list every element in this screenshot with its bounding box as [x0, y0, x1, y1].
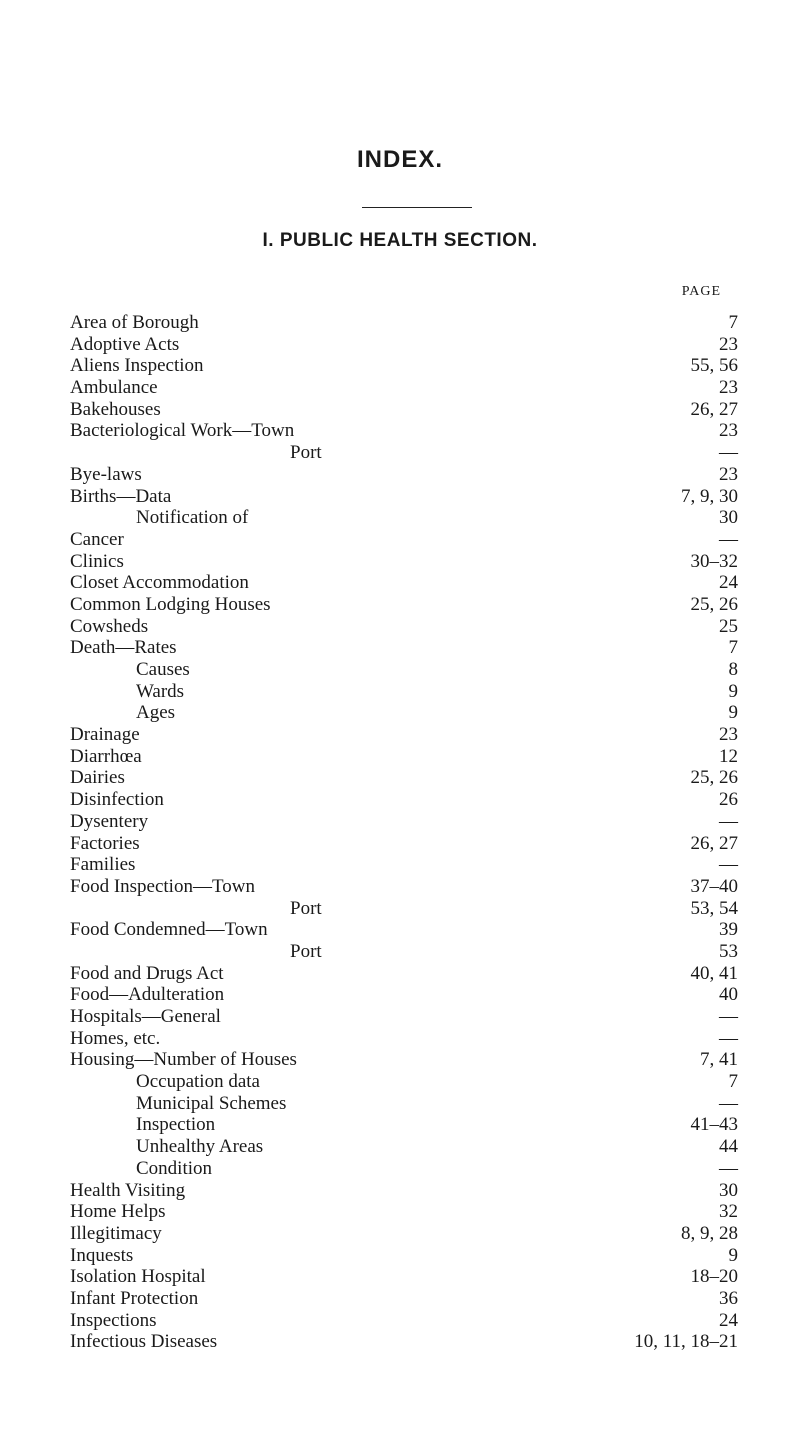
- index-entry: [70, 1114, 738, 1136]
- index-entry: [70, 594, 738, 616]
- index-entry-page: —: [713, 854, 738, 876]
- index-entry-page: 23: [713, 464, 738, 486]
- index-entry-label: Food Inspection—Town: [70, 876, 261, 898]
- index-entry: [70, 1093, 738, 1115]
- index-entry-page: 23: [713, 334, 738, 356]
- index-entry-label: Hospitals—General: [70, 1006, 227, 1028]
- index-entry-page: 7, 41: [694, 1049, 738, 1071]
- index-entry: [70, 919, 738, 941]
- index-entry-label: Area of Borough: [70, 312, 205, 334]
- index-entry: [70, 334, 738, 356]
- index-entry-page: 36: [713, 1288, 738, 1310]
- index-entry-label: Death—Rates: [70, 637, 183, 659]
- index-entry: [70, 1310, 738, 1332]
- index-entry: [70, 1006, 738, 1028]
- index-entry-label: Disinfection: [70, 789, 170, 811]
- page-title: INDEX.: [356, 146, 443, 173]
- index-entry-page: 12: [713, 746, 738, 768]
- index-entry: [70, 811, 738, 833]
- index-entry-label: Health Visiting: [70, 1180, 191, 1202]
- index-entry: [70, 616, 738, 638]
- index-entry-page: 53: [713, 941, 738, 963]
- index-entry-page: 40: [713, 984, 738, 1006]
- index-entry-label: Occupation data: [136, 1071, 266, 1093]
- index-entry: [70, 789, 738, 811]
- index-entry: [70, 551, 738, 573]
- index-entry-page: 30: [713, 1180, 738, 1202]
- index-entry: [70, 486, 738, 508]
- section-heading: I. PUBLIC HEALTH SECTION.: [262, 230, 538, 251]
- index-entry-page: —: [713, 1006, 738, 1028]
- index-entry-list: [70, 312, 738, 1353]
- index-entry: [70, 963, 738, 985]
- index-entry: [70, 746, 738, 768]
- index-entry-label: Homes, etc.: [70, 1028, 166, 1050]
- index-entry-page: 44: [713, 1136, 738, 1158]
- index-entry-page: 8: [723, 659, 739, 681]
- page-column-heading: PAGE: [681, 284, 721, 299]
- index-entry-page: —: [713, 1158, 738, 1180]
- index-entry-label: Inspections: [70, 1310, 163, 1332]
- index-entry-label: Ages: [136, 702, 181, 724]
- index-entry-label: Causes: [136, 659, 196, 681]
- index-entry-label: Inspection: [136, 1114, 221, 1136]
- index-entry-page: 26: [713, 789, 738, 811]
- index-entry-label: Port: [290, 898, 328, 920]
- index-entry: [70, 1266, 738, 1288]
- index-entry-label: Cowsheds: [70, 616, 154, 638]
- index-entry-page: 23: [713, 724, 738, 746]
- index-entry: [70, 1158, 738, 1180]
- index-entry: [70, 702, 738, 724]
- index-entry: [70, 876, 738, 898]
- index-entry-page: 24: [713, 572, 738, 594]
- index-entry-label: Closet Accommodation: [70, 572, 255, 594]
- index-entry-label: Aliens Inspection: [70, 355, 210, 377]
- index-entry-page: 7: [723, 1071, 739, 1093]
- index-entry-label: Food Condemned—Town: [70, 919, 274, 941]
- index-entry: [70, 1136, 738, 1158]
- index-entry-page: 10, 11, 18–21: [628, 1331, 738, 1353]
- index-entry-label: Housing—Number of Houses: [70, 1049, 303, 1071]
- index-entry-page: 55, 56: [685, 355, 739, 377]
- index-entry-page: —: [713, 1093, 738, 1115]
- index-entry-page: 23: [713, 420, 738, 442]
- index-entry: [70, 529, 738, 551]
- index-entry-label: Condition: [136, 1158, 218, 1180]
- index-entry-page: 30–32: [685, 551, 739, 573]
- index-entry-label: Births—Data: [70, 486, 177, 508]
- index-entry-page: 26, 27: [685, 399, 739, 421]
- index-entry-page: 9: [723, 681, 739, 703]
- index-entry-page: 18–20: [685, 1266, 739, 1288]
- index-entry-page: 25, 26: [685, 594, 739, 616]
- index-entry: [70, 377, 738, 399]
- index-entry: [70, 572, 738, 594]
- index-entry: [70, 1028, 738, 1050]
- index-entry: [70, 637, 738, 659]
- index-entry-page: 24: [713, 1310, 738, 1332]
- index-entry-page: 25: [713, 616, 738, 638]
- index-entry-page: 37–40: [685, 876, 739, 898]
- index-entry: [70, 1223, 738, 1245]
- index-entry: [70, 767, 738, 789]
- index-entry: [70, 984, 738, 1006]
- index-entry: [70, 1201, 738, 1223]
- index-entry-page: 40, 41: [685, 963, 739, 985]
- index-entry-label: Bye-laws: [70, 464, 148, 486]
- index-entry-label: Unhealthy Areas: [136, 1136, 269, 1158]
- index-entry-page: 7: [723, 637, 739, 659]
- index-entry: [70, 681, 738, 703]
- title-divider: [362, 207, 472, 208]
- index-entry: [70, 1180, 738, 1202]
- index-entry-page: 25, 26: [685, 767, 739, 789]
- index-entry-page: 53, 54: [685, 898, 739, 920]
- index-entry-page: 30: [713, 507, 738, 529]
- index-entry: [70, 1071, 738, 1093]
- index-entry-label: Families: [70, 854, 141, 876]
- index-entry: [70, 1331, 738, 1353]
- index-entry-label: Home Helps: [70, 1201, 172, 1223]
- index-entry: [70, 1245, 738, 1267]
- index-entry-label: Common Lodging Houses: [70, 594, 277, 616]
- index-entry-label: Bakehouses: [70, 399, 167, 421]
- index-entry-page: —: [713, 529, 738, 551]
- index-entry-label: Notification of: [136, 507, 254, 529]
- index-entry-page: —: [713, 811, 738, 833]
- index-entry-label: Infant Protection: [70, 1288, 204, 1310]
- index-entry-label: Municipal Schemes: [136, 1093, 292, 1115]
- index-entry-label: Ambulance: [70, 377, 164, 399]
- index-entry-label: Inquests: [70, 1245, 139, 1267]
- index-entry: [70, 355, 738, 377]
- index-entry-label: Adoptive Acts: [70, 334, 185, 356]
- index-entry-label: Dysentery: [70, 811, 154, 833]
- index-entry: [70, 898, 738, 920]
- index-entry-label: Drainage: [70, 724, 146, 746]
- index-entry-label: Diarrhœa: [70, 746, 148, 768]
- index-entry: [70, 399, 738, 421]
- index-entry-page: —: [713, 442, 738, 464]
- index-entry-label: Clinics: [70, 551, 130, 573]
- index-entry: [70, 833, 738, 855]
- index-entry-label: Food and Drugs Act: [70, 963, 230, 985]
- index-entry-page: 32: [713, 1201, 738, 1223]
- index-entry: [70, 442, 738, 464]
- index-entry-label: Factories: [70, 833, 146, 855]
- index-entry: [70, 1288, 738, 1310]
- index-entry: [70, 464, 738, 486]
- index-entry-page: 39: [713, 919, 738, 941]
- index-entry-page: 26, 27: [685, 833, 739, 855]
- index-entry-label: Port: [290, 941, 328, 963]
- index-entry: [70, 507, 738, 529]
- index-entry-label: Port: [290, 442, 328, 464]
- index-entry: [70, 312, 738, 334]
- index-entry-label: Isolation Hospital: [70, 1266, 212, 1288]
- index-entry: [70, 420, 738, 442]
- index-entry-page: 9: [723, 702, 739, 724]
- index-entry: [70, 854, 738, 876]
- index-entry-label: Bacteriological Work—Town: [70, 420, 300, 442]
- index-entry-page: 41–43: [685, 1114, 739, 1136]
- index-entry-page: 7: [723, 312, 739, 334]
- index-entry-label: Illegitimacy: [70, 1223, 168, 1245]
- index-entry-label: Infectious Diseases: [70, 1331, 223, 1353]
- index-entry-label: Dairies: [70, 767, 131, 789]
- index-entry-page: 9: [723, 1245, 739, 1267]
- index-entry-page: 23: [713, 377, 738, 399]
- index-entry-page: 8, 9, 28: [675, 1223, 738, 1245]
- index-entry-label: Food—Adulteration: [70, 984, 230, 1006]
- index-entry: [70, 659, 738, 681]
- index-entry: [70, 1049, 738, 1071]
- index-entry-page: —: [713, 1028, 738, 1050]
- index-entry-label: Wards: [136, 681, 190, 703]
- index-entry-label: Cancer: [70, 529, 130, 551]
- index-entry: [70, 941, 738, 963]
- index-entry: [70, 724, 738, 746]
- index-entry-page: 7, 9, 30: [675, 486, 738, 508]
